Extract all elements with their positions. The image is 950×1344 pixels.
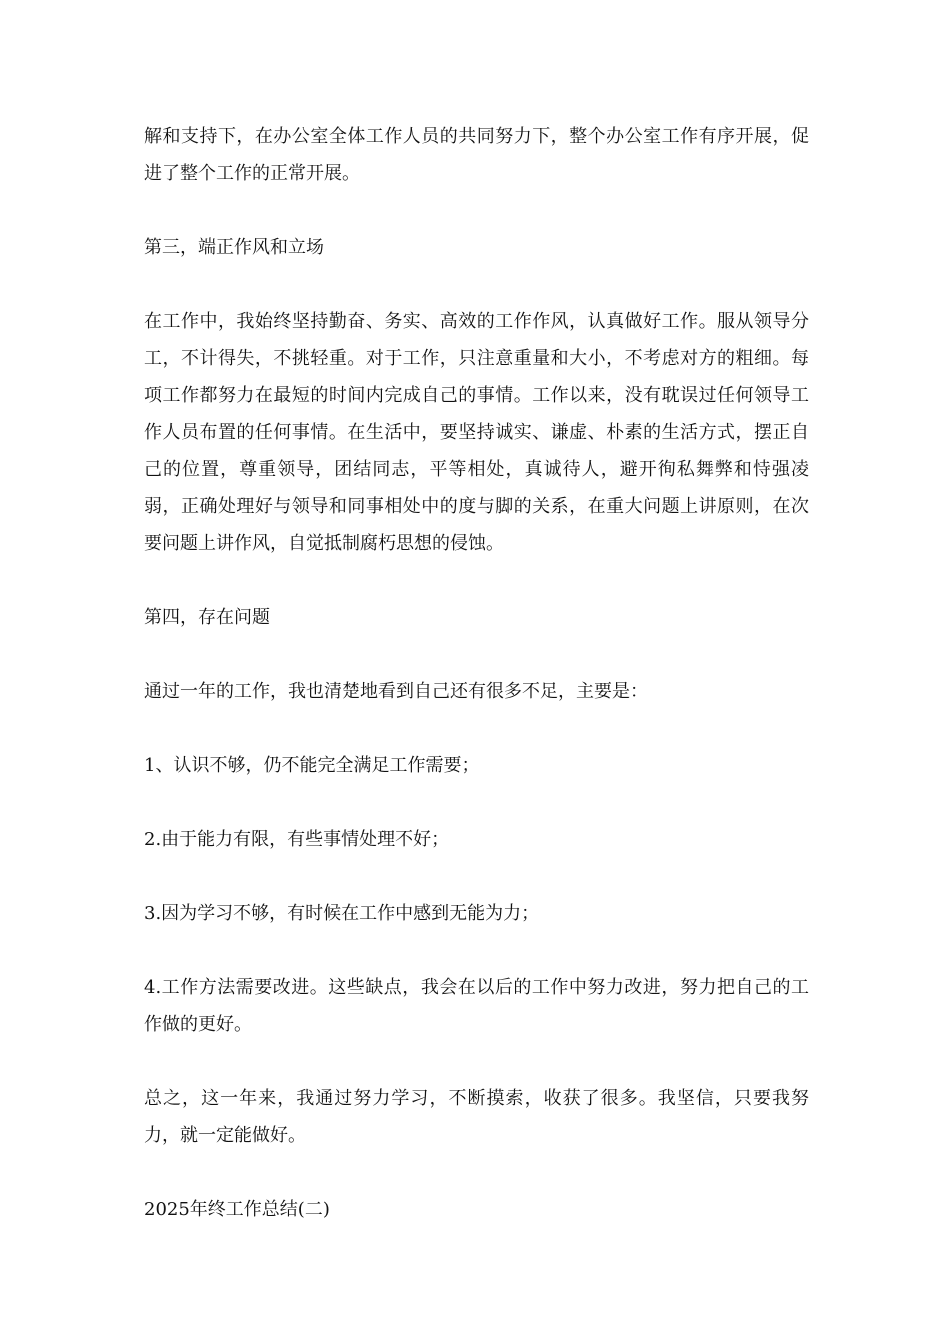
paragraph-work-style: 在工作中，我始终坚持勤奋、务实、高效的工作作风，认真做好工作。服从领导分工，不计得失，不挑轻重。对于工作，只注意重量和大小，不考虑对方的粗细。每项工作都努力在最短的时间内完成自己的事情。工作以来，没有耽误过任何领导工作人员布置的任何事情。在生活中，要坚持诚实、谦虚、朴素的生活方式，摆正自己的位置，尊重领导，团结同志，平等相处，真诚待人，避开徇私舞弊和恃强凌弱，正确处理好与领导和同事相处中的度与脚的关系，在重大问题上讲原则，在次要问题上讲作风，自觉抵制腐朽思想的侵蚀。 (144, 311, 809, 554)
document-page (144, 118, 809, 1228)
list-item-1: 1、认识不够，仍不能完全满足工作需要； (144, 755, 480, 776)
section-title: 2025年终工作总结(二) (144, 1199, 330, 1220)
paragraph-shortcomings-intro: 通过一年的工作，我也清楚地看到自己还有很多不足，主要是： (144, 681, 648, 702)
list-item-4: 4.工作方法需要改进。这些缺点，我会在以后的工作中努力改进，努力把自己的工作做的更好。 (144, 977, 809, 1035)
list-item-3: 3.因为学习不够，有时候在工作中感到无能为力； (144, 903, 540, 924)
list-item-2: 2.由于能力有限，有些事情处理不好； (144, 829, 450, 850)
heading-section-three: 第三，端正作风和立场 (144, 237, 324, 258)
paragraph-conclusion: 总之，这一年来，我通过努力学习，不断摸索，收获了很多。我坚信，只要我努力，就一定能做好。 (144, 1088, 809, 1146)
heading-section-four: 第四，存在问题 (144, 607, 270, 628)
paragraph-office-support: 解和支持下，在办公室全体工作人员的共同努力下，整个办公室工作有序开展，促进了整个工作的正常开展。 (144, 126, 809, 184)
